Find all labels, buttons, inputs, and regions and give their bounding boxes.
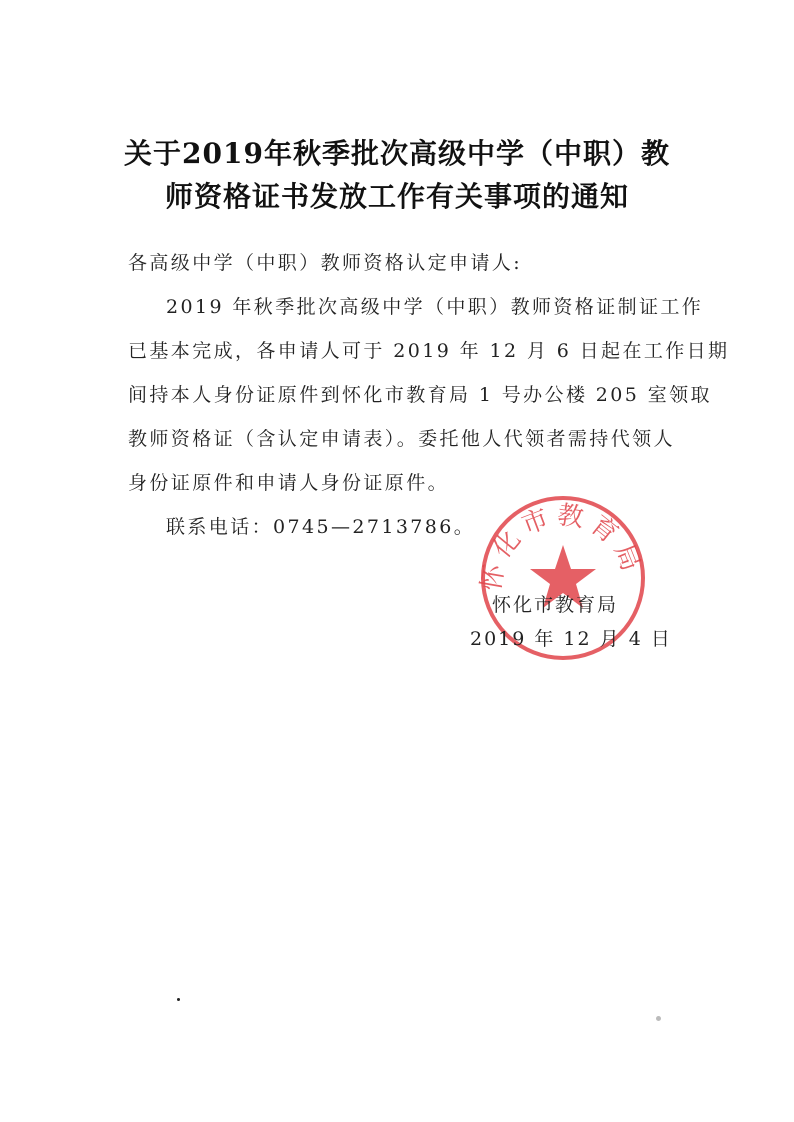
body-line: 间持本人身份证原件到怀化市教育局 1 号办公楼 205 室领取: [128, 384, 712, 406]
body-line: 身份证原件和申请人身份证原件。: [128, 472, 450, 494]
document-title-line-1: 关于2019年秋季批次高级中学（中职）教: [124, 137, 670, 170]
body-line: 2019 年秋季批次高级中学（中职）教师资格证制证工作: [166, 296, 704, 318]
signature-organization: 怀化市教育局: [492, 594, 619, 616]
svg-text:怀化市教育局: 怀化市教育局: [478, 500, 648, 594]
salutation: 各高级中学（中职）教师资格认定申请人:: [128, 252, 523, 274]
signature-date: 2019 年 12 月 4 日: [470, 628, 672, 650]
document-title-line-2: 师资格证书发放工作有关事项的通知: [164, 180, 629, 213]
body-line: 教师资格证（含认定申请表）。委托他人代领者需持代领人: [128, 428, 675, 450]
scan-mark: [177, 998, 180, 1001]
body-line: 已基本完成，各申请人可于 2019 年 12 月 6 日起在工作日期: [128, 340, 730, 362]
contact-phone: 联系电话：0745—2713786。: [166, 516, 476, 538]
scan-speck: [656, 1016, 661, 1021]
